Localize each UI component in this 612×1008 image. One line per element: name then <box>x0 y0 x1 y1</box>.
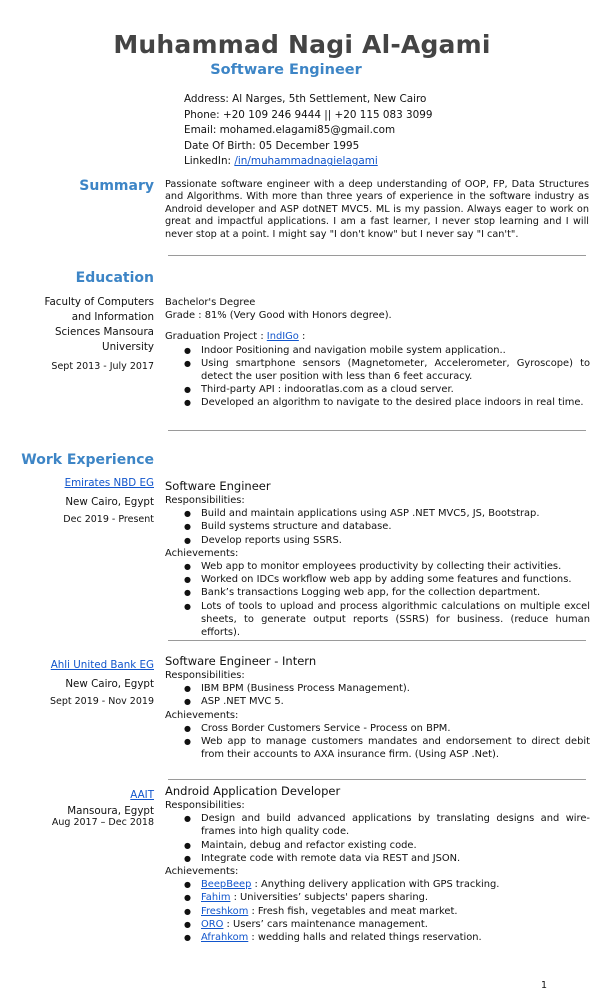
divider <box>168 779 586 780</box>
contact-block <box>184 92 433 170</box>
job-date: Aug 2017 – Dec 2018 <box>51 817 154 828</box>
list-item: ● Design and build advanced applications by translating designs and wire-frames into high quality code. <box>165 812 590 838</box>
summary-heading: Summary <box>79 178 154 194</box>
education-org-line: and Information <box>71 311 154 323</box>
project-bullets <box>165 344 590 410</box>
app-link[interactable]: BeepBeep <box>201 879 252 891</box>
divider <box>168 255 586 256</box>
email-line: Email: mohamed.elagami85@gmail.com <box>184 124 396 137</box>
linkedin-label: LinkedIn: <box>184 155 235 168</box>
degree: Bachelor's Degree <box>165 297 256 308</box>
app-link[interactable]: Fahim <box>201 892 231 904</box>
company-link[interactable]: Emirates NBD EG <box>64 477 154 489</box>
graduation-project <box>165 330 590 343</box>
education-org-line: Sciences Mansoura <box>54 326 154 338</box>
job-date: Sept 2019 - Nov 2019 <box>49 696 154 707</box>
responsibilities-label: Responsibilities: <box>165 670 245 681</box>
app-link[interactable]: Afrahkom <box>201 932 249 944</box>
address-line: Address: Al Narges, 5th Settlement, New Cairo <box>184 93 427 105</box>
divider <box>168 640 586 641</box>
job-position: Software Engineer - Intern <box>165 654 317 668</box>
list-item: ● Develop reports using SSRS. <box>165 534 590 547</box>
list-item: ● Web app to monitor employees productivity by collecting their activities. <box>165 560 590 573</box>
achievements-label: Achievements: <box>165 547 239 559</box>
app-desc: : Fresh fish, vegetables and meat market. <box>248 905 458 917</box>
list-item: ● Third-party API : indooratlas.com as a cloud server. <box>165 383 590 396</box>
candidate-role: Software Engineer <box>210 62 362 78</box>
project-link[interactable]: IndIGo <box>266 331 299 343</box>
achievements-label: Achievements: <box>165 709 239 721</box>
phone-line: Phone: +20 109 246 9444 || +20 115 083 3099 <box>184 108 433 121</box>
candidate-name: Muhammad Nagi Al-Agami <box>113 30 491 59</box>
education-heading: Education <box>75 270 154 286</box>
job-details <box>165 654 590 761</box>
list-item: ● Indoor Positioning and navigation mobile system application.. <box>165 344 590 357</box>
job-position: Software Engineer <box>165 479 271 493</box>
job-date: Dec 2019 - Present <box>63 514 154 525</box>
education-date: Sept 2013 - July 2017 <box>51 361 154 372</box>
list-item: ● Build systems structure and database. <box>165 520 590 533</box>
list-item: ● Integrate code with remote data via REST and JSON. <box>165 852 590 865</box>
list-item <box>165 878 590 891</box>
page-number: 1 <box>541 980 548 991</box>
list-item: ● IBM BPM (Business Process Management). <box>165 682 590 695</box>
list-item: ● Worked on IDCs workflow web app by adding some features and functions. <box>165 573 590 586</box>
education-org-line: Faculty of Computers <box>44 296 154 308</box>
app-desc: : Users’ cars maintenance management. <box>223 918 428 930</box>
job-details <box>165 784 590 944</box>
work-heading: Work Experience <box>21 452 154 468</box>
list-item <box>165 891 590 904</box>
list-item: ● Build and maintain applications using ASP .NET MVC5, JS, Bootstrap. <box>165 507 590 520</box>
list-item: ● Bank’s transactions Logging web app, for the collection department. <box>165 586 590 599</box>
company-link[interactable]: Ahli United Bank EG <box>50 659 154 671</box>
job-location: Mansoura, Egypt <box>67 805 154 817</box>
job-side <box>50 658 154 709</box>
project-label: Graduation Project : <box>165 331 267 343</box>
list-item: ● Web app to manage customers mandates and endorsement to direct debit from their accounts to AXA insurance firm. (Using ASP .Net). <box>165 735 590 761</box>
education-side <box>45 295 155 374</box>
project-suffix: : <box>298 331 306 343</box>
grade: Grade : 81% (Very Good with Honors degree). <box>165 310 392 322</box>
job-position: Android Application Developer <box>165 784 341 798</box>
app-desc: : wedding halls and related things reservation. <box>248 932 482 944</box>
list-item: ● Maintain, debug and refactor existing code. <box>165 839 590 852</box>
job-side <box>63 476 154 527</box>
job-location: New Cairo, Egypt <box>65 678 154 690</box>
company-link[interactable]: AAIT <box>130 789 154 801</box>
list-item: ● ASP .NET MVC 5. <box>165 695 590 708</box>
list-item: ● Using smartphone sensors (Magnetometer, Accelerometer, Gyroscope) to detect the user position with less than 6 feet accuracy. <box>165 357 590 383</box>
achievements-label: Achievements: <box>165 866 239 878</box>
list-item <box>165 905 590 918</box>
dob-line: Date Of Birth: 05 December 1995 <box>184 139 360 152</box>
list-item <box>165 918 590 931</box>
linkedin-link[interactable]: /in/muhammadnagielagami <box>234 155 378 168</box>
responsibilities-label: Responsibilities: <box>165 495 245 506</box>
list-item: ● Cross Border Customers Service - Process on BPM. <box>165 722 590 735</box>
app-desc: : Anything delivery application with GPS tracking. <box>251 879 500 891</box>
job-side <box>52 788 154 829</box>
app-link[interactable]: ORO <box>201 918 224 930</box>
list-item: ● Developed an algorithm to navigate to the desired place indoors in real time. <box>165 396 590 409</box>
list-item <box>165 931 590 944</box>
education-org-line: University <box>102 341 154 353</box>
app-desc: : Universities’ subjects' papers sharing. <box>230 892 428 904</box>
divider <box>168 430 586 431</box>
linkedin-line <box>184 154 433 170</box>
job-details <box>165 479 590 639</box>
app-link[interactable]: Freshkom <box>201 905 249 917</box>
summary-text: Passionate software engineer with a deep understanding of OOP, FP, Data Structures and Algorithms. With more than three years of experience in the software industry as Android developer and ASP dotNET MVC5. ML is my passion. Always eager to work on great and impactful applications. I am a fast learner, I never stop learning and I will never stop at a point. I might say "I don't know" but I never say "I can't". <box>165 179 589 240</box>
job-location: New Cairo, Egypt <box>65 496 154 508</box>
responsibilities-label: Responsibilities: <box>165 800 245 811</box>
list-item: ● Lots of tools to upload and process algorithmic calculations on multiple excel sheets, to generate output reports (SSRS) for business. (reduce human efforts). <box>165 600 590 640</box>
education-details <box>165 296 590 410</box>
